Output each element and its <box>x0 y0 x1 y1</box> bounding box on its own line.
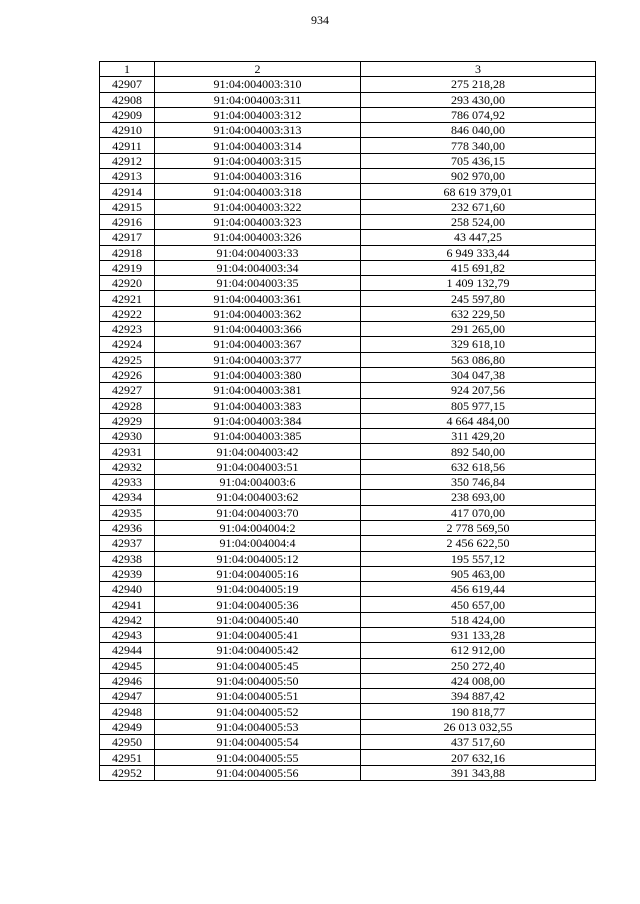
cadastral-number-cell: 91:04:004005:53 <box>155 719 361 734</box>
table-row <box>100 214 596 229</box>
row-number-cell: 42908 <box>100 92 155 107</box>
cadastral-number-cell: 91:04:004003:323 <box>155 214 361 229</box>
value-cell: 291 265,00 <box>361 322 596 337</box>
row-number-cell: 42941 <box>100 597 155 612</box>
row-number-cell: 42917 <box>100 230 155 245</box>
row-number-cell: 42922 <box>100 306 155 321</box>
value-cell: 26 013 032,55 <box>361 719 596 734</box>
cadastral-number-cell: 91:04:004003:381 <box>155 383 361 398</box>
value-cell: 195 557,12 <box>361 551 596 566</box>
cadastral-number-cell: 91:04:004003:385 <box>155 429 361 444</box>
row-number-cell: 42913 <box>100 169 155 184</box>
row-number-cell: 42928 <box>100 398 155 413</box>
value-cell: 391 343,88 <box>361 765 596 780</box>
table-row <box>100 719 596 734</box>
cadastral-number-cell: 91:04:004005:45 <box>155 658 361 673</box>
cadastral-number-cell: 91:04:004003:366 <box>155 322 361 337</box>
value-cell: 258 524,00 <box>361 214 596 229</box>
cadastral-number-cell: 91:04:004003:315 <box>155 153 361 168</box>
row-number-cell: 42912 <box>100 153 155 168</box>
table-row <box>100 352 596 367</box>
table-row <box>100 566 596 581</box>
value-cell: 705 436,15 <box>361 153 596 168</box>
table-row <box>100 276 596 291</box>
cadastral-number-cell: 91:04:004003:326 <box>155 230 361 245</box>
cadastral-number-cell: 91:04:004005:54 <box>155 735 361 750</box>
row-number-cell: 42910 <box>100 123 155 138</box>
table-row <box>100 92 596 107</box>
column-header-3: 3 <box>361 62 596 77</box>
value-cell: 805 977,15 <box>361 398 596 413</box>
row-number-cell: 42930 <box>100 429 155 444</box>
cadastral-number-cell: 91:04:004005:42 <box>155 643 361 658</box>
row-number-cell: 42942 <box>100 612 155 627</box>
table-row <box>100 704 596 719</box>
cadastral-number-cell: 91:04:004005:19 <box>155 582 361 597</box>
cadastral-number-cell: 91:04:004005:41 <box>155 627 361 642</box>
row-number-cell: 42945 <box>100 658 155 673</box>
value-cell: 902 970,00 <box>361 169 596 184</box>
value-cell: 329 618,10 <box>361 337 596 352</box>
cadastral-value-table <box>99 61 596 781</box>
value-cell: 2 778 569,50 <box>361 520 596 535</box>
cadastral-number-cell: 91:04:004003:362 <box>155 306 361 321</box>
cadastral-number-cell: 91:04:004003:361 <box>155 291 361 306</box>
value-cell: 68 619 379,01 <box>361 184 596 199</box>
table-row <box>100 429 596 444</box>
cadastral-number-cell: 91:04:004003:384 <box>155 413 361 428</box>
row-number-cell: 42944 <box>100 643 155 658</box>
value-cell: 786 074,92 <box>361 107 596 122</box>
value-cell: 563 086,80 <box>361 352 596 367</box>
value-cell: 415 691,82 <box>361 260 596 275</box>
row-number-cell: 42935 <box>100 505 155 520</box>
row-number-cell: 42929 <box>100 413 155 428</box>
cadastral-number-cell: 91:04:004005:40 <box>155 612 361 627</box>
cadastral-number-cell: 91:04:004003:312 <box>155 107 361 122</box>
cadastral-number-cell: 91:04:004003:33 <box>155 245 361 260</box>
table-row <box>100 765 596 780</box>
cadastral-number-cell: 91:04:004003:383 <box>155 398 361 413</box>
table-row <box>100 367 596 382</box>
cadastral-number-cell: 91:04:004003:34 <box>155 260 361 275</box>
row-number-cell: 42936 <box>100 520 155 535</box>
table-row <box>100 123 596 138</box>
cadastral-number-cell: 91:04:004003:42 <box>155 444 361 459</box>
cadastral-number-cell: 91:04:004004:2 <box>155 520 361 535</box>
row-number-cell: 42924 <box>100 337 155 352</box>
row-number-cell: 42951 <box>100 750 155 765</box>
row-number-cell: 42920 <box>100 276 155 291</box>
cadastral-number-cell: 91:04:004003:310 <box>155 77 361 92</box>
table-row <box>100 291 596 306</box>
row-number-cell: 42918 <box>100 245 155 260</box>
table-header-row <box>100 62 596 77</box>
value-cell: 437 517,60 <box>361 735 596 750</box>
row-number-cell: 42943 <box>100 627 155 642</box>
cadastral-number-cell: 91:04:004003:6 <box>155 475 361 490</box>
row-number-cell: 42932 <box>100 459 155 474</box>
table-row <box>100 77 596 92</box>
cadastral-number-cell: 91:04:004005:50 <box>155 673 361 688</box>
table-row <box>100 383 596 398</box>
cadastral-number-cell: 91:04:004005:55 <box>155 750 361 765</box>
table-row <box>100 306 596 321</box>
value-cell: 311 429,20 <box>361 429 596 444</box>
table-row <box>100 153 596 168</box>
table-row <box>100 199 596 214</box>
row-number-cell: 42937 <box>100 536 155 551</box>
row-number-cell: 42925 <box>100 352 155 367</box>
value-cell: 1 409 132,79 <box>361 276 596 291</box>
table-row <box>100 551 596 566</box>
table-row <box>100 689 596 704</box>
table-row <box>100 107 596 122</box>
table-row <box>100 643 596 658</box>
value-cell: 245 597,80 <box>361 291 596 306</box>
table-row <box>100 444 596 459</box>
table-row <box>100 260 596 275</box>
table-row <box>100 184 596 199</box>
value-cell: 6 949 333,44 <box>361 245 596 260</box>
value-cell: 250 272,40 <box>361 658 596 673</box>
cadastral-number-cell: 91:04:004003:35 <box>155 276 361 291</box>
value-cell: 350 746,84 <box>361 475 596 490</box>
row-number-cell: 42938 <box>100 551 155 566</box>
row-number-cell: 42915 <box>100 199 155 214</box>
row-number-cell: 42939 <box>100 566 155 581</box>
value-cell: 518 424,00 <box>361 612 596 627</box>
cadastral-number-cell: 91:04:004003:367 <box>155 337 361 352</box>
value-cell: 905 463,00 <box>361 566 596 581</box>
table-row <box>100 245 596 260</box>
value-cell: 632 229,50 <box>361 306 596 321</box>
value-cell: 892 540,00 <box>361 444 596 459</box>
value-cell: 450 657,00 <box>361 597 596 612</box>
table-row <box>100 582 596 597</box>
cadastral-number-cell: 91:04:004003:311 <box>155 92 361 107</box>
value-cell: 778 340,00 <box>361 138 596 153</box>
value-cell: 846 040,00 <box>361 123 596 138</box>
row-number-cell: 42950 <box>100 735 155 750</box>
row-number-cell: 42921 <box>100 291 155 306</box>
cadastral-number-cell: 91:04:004003:380 <box>155 367 361 382</box>
value-cell: 304 047,38 <box>361 367 596 382</box>
cadastral-number-cell: 91:04:004003:70 <box>155 505 361 520</box>
cadastral-number-cell: 91:04:004003:322 <box>155 199 361 214</box>
table-row <box>100 138 596 153</box>
table-row <box>100 490 596 505</box>
value-cell: 275 218,28 <box>361 77 596 92</box>
row-number-cell: 42911 <box>100 138 155 153</box>
value-cell: 238 693,00 <box>361 490 596 505</box>
row-number-cell: 42952 <box>100 765 155 780</box>
table-row <box>100 750 596 765</box>
row-number-cell: 42909 <box>100 107 155 122</box>
row-number-cell: 42926 <box>100 367 155 382</box>
row-number-cell: 42919 <box>100 260 155 275</box>
row-number-cell: 42923 <box>100 322 155 337</box>
table-row <box>100 536 596 551</box>
cadastral-number-cell: 91:04:004005:16 <box>155 566 361 581</box>
row-number-cell: 42907 <box>100 77 155 92</box>
value-cell: 456 619,44 <box>361 582 596 597</box>
row-number-cell: 42946 <box>100 673 155 688</box>
cadastral-number-cell: 91:04:004005:56 <box>155 765 361 780</box>
table-row <box>100 520 596 535</box>
value-cell: 43 447,25 <box>361 230 596 245</box>
row-number-cell: 42933 <box>100 475 155 490</box>
value-cell: 293 430,00 <box>361 92 596 107</box>
table-row <box>100 505 596 520</box>
column-header-2: 2 <box>155 62 361 77</box>
value-cell: 424 008,00 <box>361 673 596 688</box>
column-header-1: 1 <box>100 62 155 77</box>
table-row <box>100 735 596 750</box>
table-row <box>100 322 596 337</box>
table-row <box>100 597 596 612</box>
cadastral-number-cell: 91:04:004003:377 <box>155 352 361 367</box>
row-number-cell: 42914 <box>100 184 155 199</box>
value-cell: 394 887,42 <box>361 689 596 704</box>
table-row <box>100 398 596 413</box>
cadastral-number-cell: 91:04:004004:4 <box>155 536 361 551</box>
row-number-cell: 42948 <box>100 704 155 719</box>
table-body <box>100 77 596 781</box>
row-number-cell: 42916 <box>100 214 155 229</box>
cadastral-number-cell: 91:04:004003:51 <box>155 459 361 474</box>
table-row <box>100 673 596 688</box>
table-row <box>100 459 596 474</box>
cadastral-number-cell: 91:04:004003:318 <box>155 184 361 199</box>
cadastral-number-cell: 91:04:004003:62 <box>155 490 361 505</box>
row-number-cell: 42927 <box>100 383 155 398</box>
value-cell: 612 912,00 <box>361 643 596 658</box>
table-row <box>100 337 596 352</box>
value-cell: 417 070,00 <box>361 505 596 520</box>
value-cell: 207 632,16 <box>361 750 596 765</box>
row-number-cell: 42940 <box>100 582 155 597</box>
value-cell: 931 133,28 <box>361 627 596 642</box>
cadastral-number-cell: 91:04:004005:51 <box>155 689 361 704</box>
row-number-cell: 42947 <box>100 689 155 704</box>
cadastral-number-cell: 91:04:004003:316 <box>155 169 361 184</box>
cadastral-number-cell: 91:04:004005:52 <box>155 704 361 719</box>
table-row <box>100 475 596 490</box>
cadastral-number-cell: 91:04:004003:314 <box>155 138 361 153</box>
value-cell: 632 618,56 <box>361 459 596 474</box>
table-row <box>100 413 596 428</box>
cadastral-number-cell: 91:04:004005:36 <box>155 597 361 612</box>
table-row <box>100 612 596 627</box>
page-number: 934 <box>311 13 329 27</box>
row-number-cell: 42931 <box>100 444 155 459</box>
value-cell: 232 671,60 <box>361 199 596 214</box>
table-row <box>100 169 596 184</box>
cadastral-number-cell: 91:04:004005:12 <box>155 551 361 566</box>
value-cell: 4 664 484,00 <box>361 413 596 428</box>
value-cell: 924 207,56 <box>361 383 596 398</box>
table-row <box>100 230 596 245</box>
table-row <box>100 658 596 673</box>
table-row <box>100 627 596 642</box>
value-cell: 190 818,77 <box>361 704 596 719</box>
cadastral-number-cell: 91:04:004003:313 <box>155 123 361 138</box>
row-number-cell: 42949 <box>100 719 155 734</box>
row-number-cell: 42934 <box>100 490 155 505</box>
value-cell: 2 456 622,50 <box>361 536 596 551</box>
